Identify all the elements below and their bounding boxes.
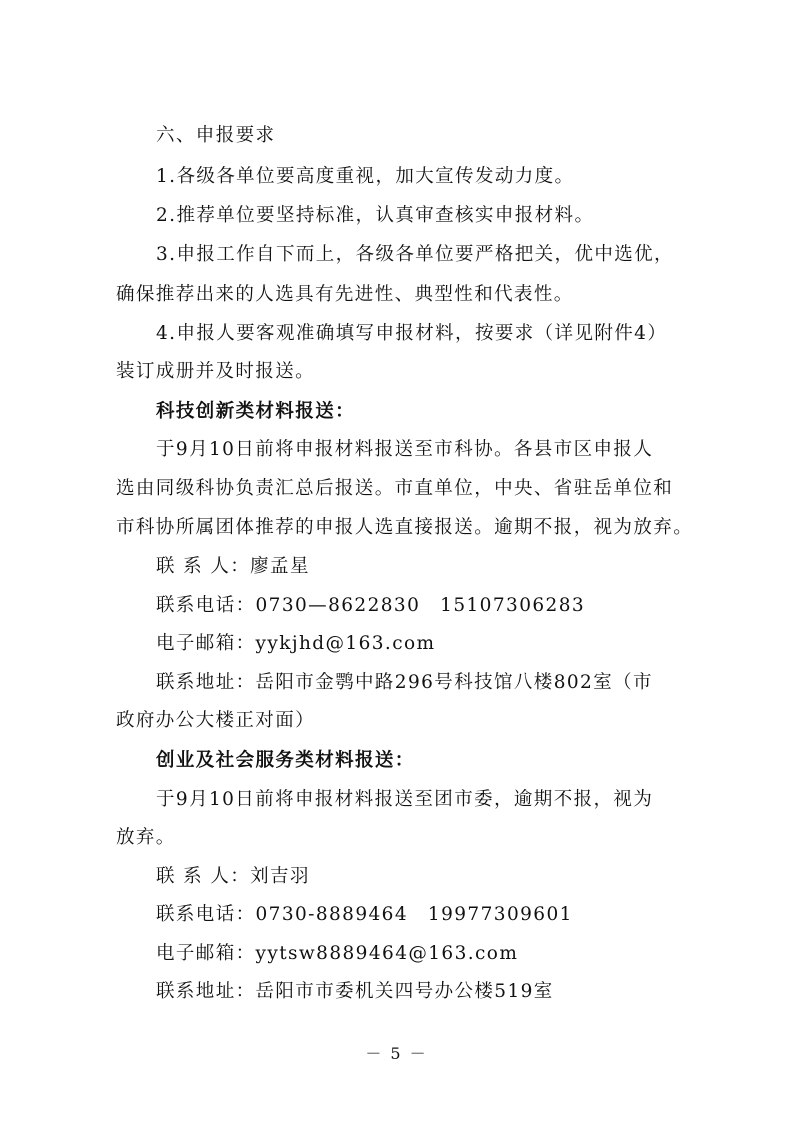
startup-heading: 创业及社会服务类材料报送：	[156, 750, 415, 771]
startup-body-line-2: 放弃。	[116, 827, 176, 848]
startup-phone: 联系电话：0730-8889464 19977309601	[156, 904, 573, 925]
requirement-4-line-2: 装订成册并及时报送。	[116, 361, 316, 382]
startup-contact: 联 系 人：刘吉羽	[156, 866, 310, 887]
requirement-1: 1.各级各单位要高度重视，加大宣传发动力度。	[156, 166, 575, 187]
startup-email: 电子邮箱：yytsw8889464@163.com	[156, 943, 519, 964]
section-title: 六、申报要求	[156, 125, 276, 146]
tech-address-line-2: 政府办公大楼正对面）	[116, 710, 316, 731]
startup-body-line-1: 于9月10日前将申报材料报送至团市委，逾期不报，视为	[156, 789, 654, 810]
tech-phone: 联系电话：0730—8622830 15107306283	[156, 595, 586, 616]
requirement-3-line-2: 确保推荐出来的人选具有先进性、典型性和代表性。	[116, 284, 574, 305]
tech-body-line-3: 市科协所属团体推荐的申报人选直接报送。逾期不报，视为放弃。	[116, 517, 694, 538]
page-number: － 5 －	[365, 1044, 428, 1063]
tech-address-line-1: 联系地址：岳阳市金鹗中路296号科技馆八楼802室（市	[156, 672, 653, 693]
requirement-2: 2.推荐单位要坚持标准，认真审查核实申报材料。	[156, 205, 595, 226]
tech-body-line-2: 选由同级科协负责汇总后报送。市直单位，中央、省驻岳单位和	[116, 478, 674, 499]
requirement-3-line-1: 3.申报工作自下而上，各级各单位要严格把关，优中选优，	[156, 244, 674, 265]
tech-contact: 联 系 人：廖孟星	[156, 556, 310, 577]
tech-heading: 科技创新类材料报送：	[156, 401, 356, 422]
requirement-4-line-1: 4.申报人要客观准确填写申报材料，按要求（详见附件4）	[156, 323, 668, 344]
startup-address: 联系地址：岳阳市市委机关四号办公楼519室	[156, 981, 554, 1002]
tech-email: 电子邮箱：yykjhd@163.com	[156, 633, 436, 654]
tech-body-line-1: 于9月10日前将申报材料报送至市科协。各县市区申报人	[156, 439, 654, 460]
